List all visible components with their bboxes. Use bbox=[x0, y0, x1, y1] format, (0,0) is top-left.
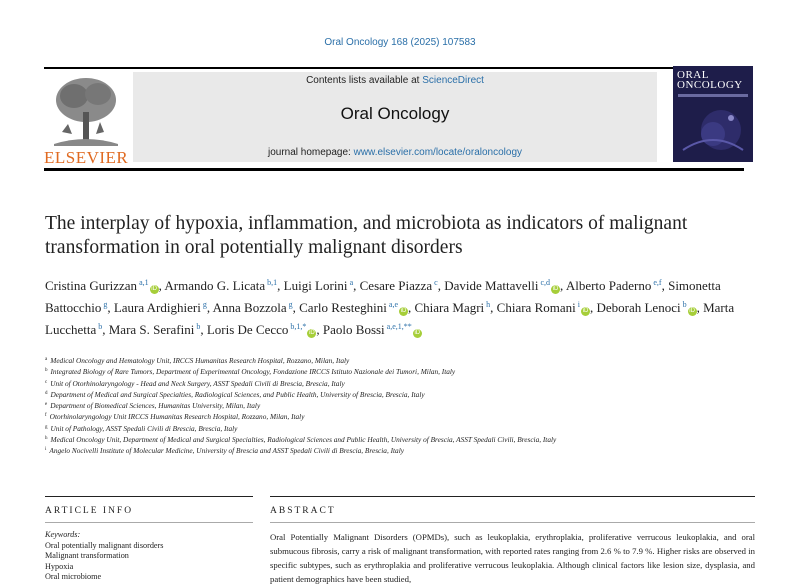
contents-line bbox=[133, 75, 657, 86]
cover-title bbox=[677, 70, 743, 90]
orcid-icon[interactable]: iD bbox=[582, 308, 589, 314]
author-name: Paolo Bossi bbox=[322, 322, 385, 337]
affiliation-text: Integrated Biology of Rare Tumors, Department of Experimental Oncology, Fondazione IRCCS Istituto Nazionale dei Tumori, Milan, Italy bbox=[50, 367, 456, 377]
affiliation-item bbox=[45, 378, 665, 389]
author[interactable] bbox=[360, 278, 438, 293]
journal-citation[interactable]: Oral Oncology 168 (2025) 107583 bbox=[324, 37, 476, 48]
journal-cover-thumbnail[interactable] bbox=[673, 66, 753, 162]
keyword-item[interactable]: Malignant transformation bbox=[45, 551, 129, 560]
article-info-rule bbox=[45, 496, 253, 497]
author-name: Simonetta Battocchio bbox=[45, 278, 721, 315]
author-affiliation-marker[interactable]: b bbox=[194, 322, 201, 331]
author-name: Chiara Romani bbox=[496, 300, 576, 315]
author[interactable] bbox=[415, 300, 491, 315]
author-name: Armando G. Licata bbox=[164, 278, 266, 293]
author[interactable] bbox=[444, 278, 560, 293]
author-name: Cristina Gurizzan bbox=[45, 278, 138, 293]
author[interactable] bbox=[566, 278, 662, 293]
author-affiliation-marker[interactable]: a,e,1,** bbox=[384, 322, 412, 331]
orcid-icon[interactable]: iD bbox=[309, 330, 315, 336]
author-name: Laura Ardighieri bbox=[113, 300, 201, 315]
author[interactable] bbox=[299, 300, 408, 315]
keyword-item[interactable]: Oral microbiome bbox=[45, 572, 102, 581]
affiliation-text: Unit of Otorhinolaryngology - Head and Neck Surgery, ASST Spedali Civili di Brescia, Brescia, Italy bbox=[50, 378, 345, 388]
abstract-heading: ABSTRACT bbox=[270, 506, 336, 516]
affiliation-key: b bbox=[45, 368, 48, 374]
author-affiliation-marker[interactable]: c,d bbox=[538, 278, 551, 287]
author-name: Davide Mattavelli bbox=[444, 278, 539, 293]
sciencedirect-link[interactable]: ScienceDirect bbox=[422, 75, 484, 86]
author[interactable] bbox=[213, 300, 293, 315]
author-name: Cesare Piazza bbox=[359, 278, 433, 293]
affiliation-text: Unit of Pathology, ASST Spedali Civili di Brescia, Brescia, Italy bbox=[50, 423, 238, 433]
journal-name: Oral Oncology bbox=[340, 104, 450, 123]
journal-header-box bbox=[133, 72, 657, 162]
author-affiliation-marker[interactable]: b,1,* bbox=[288, 322, 307, 331]
author-affiliation-marker[interactable]: b,1 bbox=[265, 278, 278, 287]
author-name: Alberto Paderno bbox=[565, 278, 652, 293]
author[interactable] bbox=[596, 300, 696, 315]
affiliation-item bbox=[45, 423, 665, 434]
article-title: The interplay of hypoxia, inflammation, and microbiota as indicators of malignant transformation in oral potentially malignant disorders bbox=[45, 213, 688, 258]
abstract-subrule bbox=[270, 522, 755, 523]
orcid-icon[interactable]: iD bbox=[414, 330, 421, 336]
affiliation-text: Medical Oncology Unit, Department of Medical and Surgical Specialties, Radiological Sciences and Public Health, University of Brescia, ASST Spedali Civili, Brescia, Italy bbox=[50, 435, 557, 445]
orcid-icon[interactable]: iD bbox=[400, 308, 407, 314]
author[interactable] bbox=[207, 322, 317, 337]
affiliation-key: h bbox=[45, 436, 48, 442]
affiliation-item bbox=[45, 434, 665, 445]
orcid-icon[interactable]: iD bbox=[552, 286, 559, 292]
affiliation-key: g bbox=[45, 424, 48, 430]
affiliation-key: e bbox=[45, 402, 48, 408]
affiliation-item bbox=[45, 400, 665, 411]
author-affiliation-marker[interactable]: e,f bbox=[651, 278, 662, 287]
author-name: Mara S. Serafini bbox=[108, 322, 195, 337]
affiliation-key: i bbox=[45, 447, 47, 453]
author-affiliation-marker[interactable]: b bbox=[680, 300, 687, 309]
author-affiliation-marker[interactable]: g bbox=[101, 300, 108, 309]
orcid-icon[interactable]: iD bbox=[151, 286, 157, 292]
author-list: Cristina Gurizzan $^{a,1}$iD , Armando G. Licata $^{b,1}$, Luigi Lorini $^a$, Cesare Piazza $^c$, Davide Mattavelli $^{c,d}$iD , Alberto Paderno $^{e,f}$, Simonetta Battocchio $^g$, Laura Ardighieri $^g$, Anna Bozzola $^g$, Carlo Resteghini $^{a,e}$iD , Chiara Magri $^h$, Chiara Romani $^i$iD , Deborah Lenoci $^b$iD , Marta Lucchetta $^b$, Mara S. Serafini $^b$, Loris De Cecco $^{b,1,*}$iD , Paolo Bossi $^{a,e,1,**}$iD bbox=[45, 278, 735, 337]
journal-homepage-link[interactable]: www.elsevier.com/locate/oraloncology bbox=[353, 147, 523, 158]
orcid-icon[interactable]: iD bbox=[689, 308, 695, 314]
affiliation-list bbox=[45, 355, 665, 457]
author-affiliation-marker[interactable]: i bbox=[575, 300, 580, 309]
abstract-text: Oral Potentially Malignant Disorders (OPMDs), such as leukoplakia, erythroplakia, proliferative verrucous leukoplakia, and oral submucous fibrosis, carry a risk of malignant transformation, with reported rates ranging from 2.6 % to 7.9 %. Higher risks are observed in specific subtypes, such as erythroplakia and proliferative verrucous leukoplakia. Although clinical factors like lesion size, dysplasia, and patient demographics have been studied, bbox=[270, 532, 755, 584]
author-name: Loris De Cecco bbox=[206, 322, 289, 337]
author-name: Anna Bozzola bbox=[212, 300, 287, 315]
article-info-subrule bbox=[45, 522, 253, 523]
keywords-label: Keywords: bbox=[45, 530, 81, 539]
author-affiliation-marker[interactable]: g bbox=[200, 300, 207, 309]
author[interactable] bbox=[114, 300, 207, 315]
abstract-rule bbox=[270, 496, 755, 497]
author[interactable] bbox=[109, 322, 201, 337]
affiliation-key: f bbox=[45, 413, 47, 419]
keywords-block bbox=[45, 530, 253, 583]
affiliation-item bbox=[45, 411, 665, 422]
author-affiliation-marker[interactable]: h bbox=[484, 300, 491, 309]
affiliation-text: Department of Biomedical Sciences, Humanitas University, Milan, Italy bbox=[50, 401, 261, 411]
cover-artwork bbox=[673, 100, 753, 162]
header-rule-bottom bbox=[44, 168, 744, 171]
elsevier-wordmark: ELSEVIER bbox=[44, 148, 129, 167]
cover-subtitle-bar bbox=[678, 94, 748, 97]
homepage-line bbox=[133, 147, 657, 158]
cover-title-line1: ORAL bbox=[677, 69, 709, 81]
affiliation-key: a bbox=[45, 357, 48, 362]
affiliation-text: Otorhinolaryngology Unit IRCCS Humanitas Research Hospital, Rozzano, Milan, Italy bbox=[49, 412, 305, 422]
contents-prefix: Contents lists available at bbox=[306, 75, 423, 86]
author[interactable] bbox=[45, 278, 159, 293]
affiliation-item bbox=[45, 355, 665, 366]
author-affiliation-marker[interactable]: g bbox=[286, 300, 293, 309]
affiliation-item bbox=[45, 389, 665, 400]
author-affiliation-marker[interactable]: c bbox=[432, 278, 438, 287]
author-name: Chiara Magri bbox=[414, 300, 485, 315]
author-name: Carlo Resteghini bbox=[299, 300, 387, 315]
author-name: Marta Lucchetta bbox=[45, 300, 735, 337]
author-affiliation-marker[interactable]: a,e bbox=[386, 300, 398, 309]
cover-title-line2: ONCOLOGY bbox=[677, 79, 743, 91]
article-info-heading: ARTICLE INFO bbox=[45, 506, 134, 516]
affiliation-item bbox=[45, 366, 665, 377]
affiliation-text: Medical Oncology and Hematology Unit, IRCCS Humanitas Research Hospital, Rozzano, Milan, Italy bbox=[50, 356, 350, 365]
author-affiliation-marker[interactable]: a bbox=[347, 278, 354, 287]
homepage-prefix: journal homepage: bbox=[267, 147, 354, 158]
author-affiliation-marker[interactable]: a,1 bbox=[137, 278, 149, 287]
author[interactable] bbox=[323, 322, 422, 337]
affiliation-item bbox=[45, 445, 665, 456]
affiliation-text: Department of Medical and Surgical Specialties, Radiological Sciences, and Public Health, University of Brescia, Brescia, Italy bbox=[50, 389, 425, 399]
author-name: Deborah Lenoci bbox=[596, 300, 681, 315]
author[interactable] bbox=[284, 278, 353, 293]
affiliation-key: c bbox=[45, 379, 48, 385]
affiliation-key: d bbox=[45, 390, 48, 396]
author-affiliation-marker[interactable]: b bbox=[96, 322, 103, 331]
header-rule-top bbox=[44, 67, 744, 69]
author-name: Luigi Lorini bbox=[283, 278, 348, 293]
author[interactable] bbox=[497, 300, 590, 315]
author[interactable] bbox=[164, 278, 277, 293]
affiliation-text: Angelo Nocivelli Institute of Molecular Medicine, University of Brescia and ASST Spedali Civili di Brescia, Brescia, Italy bbox=[49, 446, 404, 456]
keyword-item[interactable]: Oral potentially malignant disorders bbox=[45, 540, 164, 550]
keyword-item[interactable]: Hypoxia bbox=[45, 561, 74, 571]
